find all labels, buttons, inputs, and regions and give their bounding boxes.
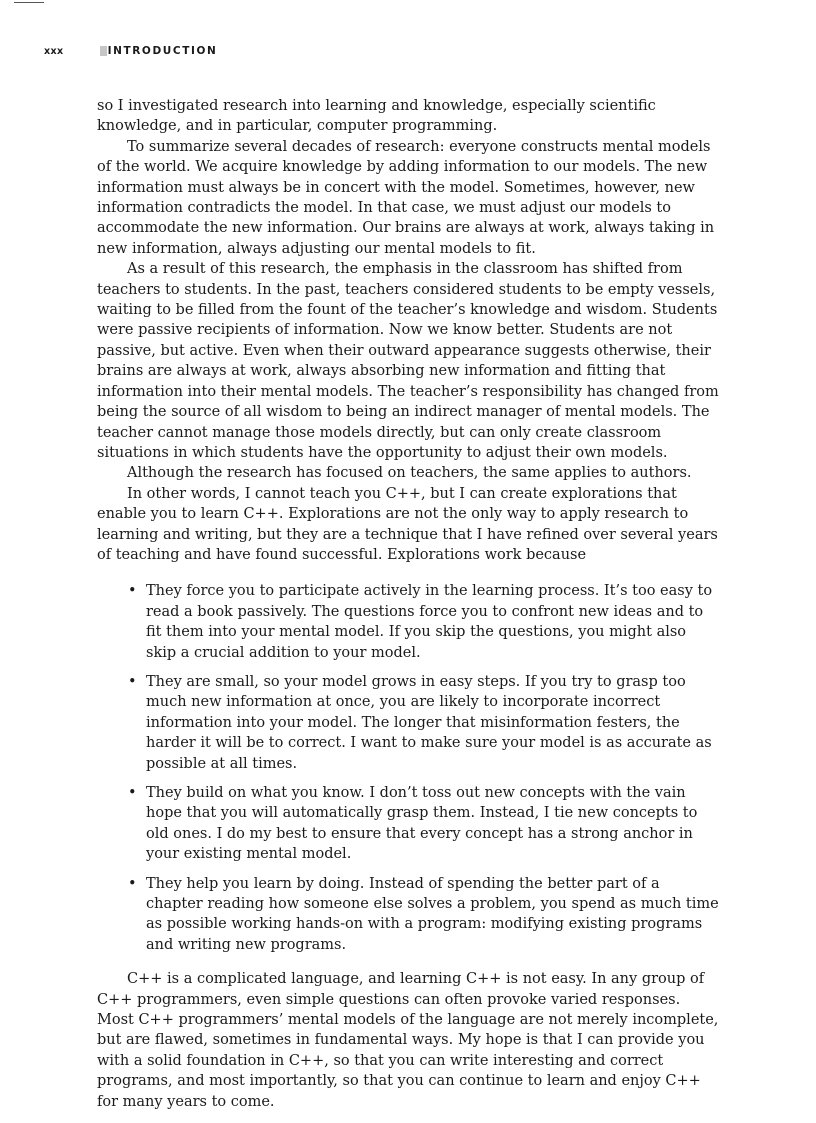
running-header bbox=[44, 44, 217, 58]
list-item-text: They are small, so your model grows in easy steps. If you try to grasp too much new information at once, you are likely to incorporate incorrect information into your model. The longer that misinformation festers, the harder it will be to correct. I want to make sure your model is as accurate as possible at all times. bbox=[146, 673, 712, 772]
bullet-icon: • bbox=[128, 875, 137, 892]
crop-mark bbox=[14, 2, 44, 3]
section-marker-icon bbox=[100, 46, 107, 56]
list-item-text: They build on what you know. I don’t toss out new concepts with the vain hope that you will automatically grasp them. Instead, I tie new concepts to old ones. I do my best to ensure that every concept has a strong anchor in your existing mental model. bbox=[146, 785, 698, 863]
closing-paragraph: C++ is a complicated language, and learning C++ is not easy. In any group of C++ programmers, even simple questions can often provoke varied responses. Most C++ programmers’ mental models of the language are not merely incomplete, but are flawed, sometimes in fundamental ways. My hope is that I can provide you with a solid foundation in C++, so that you can write interesting and correct programs, and most importantly, so that you can continue to learn and enjoy C++ for many years to come. bbox=[97, 971, 719, 1110]
bullet-icon: • bbox=[128, 583, 137, 600]
paragraph: In other words, I cannot teach you C++, but I can create explorations that enable you to learn C++. Explorations are not the only way to apply research to learning and writing, but they are a technique that I have refined over several years of teaching and have found successful. Explorations work because bbox=[97, 485, 718, 563]
list-item bbox=[128, 783, 719, 865]
list-item-text: They help you learn by doing. Instead of spending the better part of a chapter reading how someone else solves a problem, you spend as much time as possible working hands-on with a program: modifying existing programs and writing new programs. bbox=[146, 875, 719, 953]
bullet-icon: • bbox=[128, 673, 137, 690]
paragraph: Although the research has focused on teachers, the same applies to authors. bbox=[127, 465, 692, 482]
page-number: xxx bbox=[44, 45, 64, 57]
paragraph: To summarize several decades of research: everyone constructs mental models of the world. We acquire knowledge by adding information to our models. The new information must always be in concert with the model. Sometimes, however, new information contradicts the model. In that case, we must adjust our models to accommodate the new information. Our brains are always at work, always taking in new information, always adjusting our mental models to fit. bbox=[97, 138, 715, 257]
bullet-list bbox=[97, 581, 719, 955]
paragraph: so I investigated research into learning and knowledge, especially scientific knowledge, and in particular, computer programming. bbox=[97, 98, 656, 135]
bullet-icon: • bbox=[128, 785, 137, 801]
list-item bbox=[128, 581, 719, 663]
paragraph: As a result of this research, the emphasis in the classroom has shifted from teachers to students. In the past, teachers considered students to be empty vessels, waiting to be filled from the fount of the teacher’s knowledge and wisdom. Students were passive recipients of information. Now we know better. Students are not passive, but active. Even when their outward appearance suggests otherwise, their brains are always at work, always absorbing new information and fitting that information into their mental models. The teacher’s responsibility has changed from being the source of all wisdom to being an indirect manager of mental models. The teacher cannot manage those models directly, but can only create classroom situations in which students have the opportunity to adjust their own models. bbox=[97, 261, 719, 461]
list-item bbox=[128, 672, 719, 774]
list-item bbox=[128, 874, 719, 956]
section-title: INTRODUCTION bbox=[107, 45, 218, 57]
body-text bbox=[97, 96, 719, 1112]
list-item-text: They force you to participate actively in the learning process. It’s too easy to read a book passively. The questions force you to confront new ideas and to fit them into your mental model. If you skip the questions, you might also skip a crucial addition to your model. bbox=[146, 583, 713, 661]
